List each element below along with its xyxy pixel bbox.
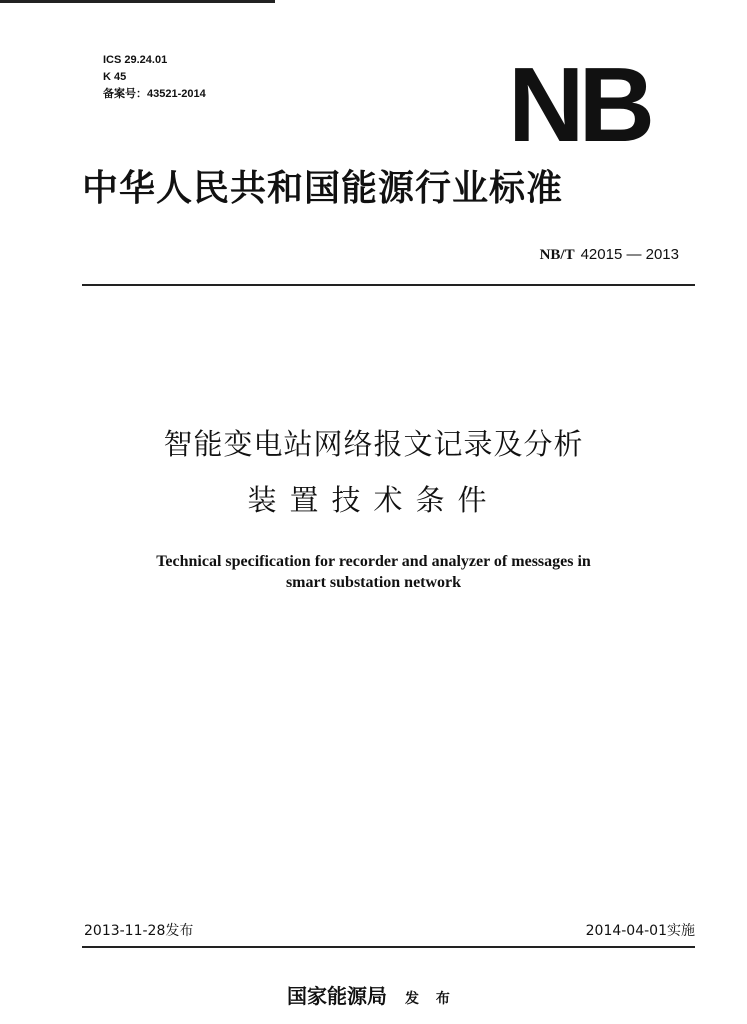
top-rule: [0, 0, 275, 3]
meta-block: [103, 52, 206, 103]
ics-code: ICS 29.24.01: [103, 54, 168, 66]
classification-code: K 45: [103, 71, 127, 83]
title-cn-line1: 智能变电站网络报文记录及分析: [163, 427, 584, 461]
publisher: [287, 980, 456, 1009]
standard-code: 42015 — 2013: [580, 246, 679, 263]
nb-logo: NB: [508, 46, 650, 164]
filing-number: 备案号：43521-2014: [103, 88, 206, 100]
standard-category: 中华人民共和国能源行业标准: [82, 167, 564, 209]
standard-number: [540, 245, 679, 264]
publish-action: 发 布: [405, 991, 456, 1007]
header-divider: [82, 284, 695, 286]
standard-prefix: NB/T: [539, 247, 575, 263]
title-cn-line2: 装置技术条件: [247, 483, 500, 517]
footer-divider: [82, 946, 695, 948]
publisher-name: 国家能源局: [287, 984, 387, 1008]
title-en: [0, 551, 747, 593]
implement-date: 2014-04-01实施: [585, 923, 695, 939]
issue-date: 2013-11-28发布: [84, 923, 194, 939]
title-en-line1: Technical specification for recorder and analyzer of messages in: [156, 553, 591, 570]
title-en-line2: smart substation network: [285, 574, 462, 591]
